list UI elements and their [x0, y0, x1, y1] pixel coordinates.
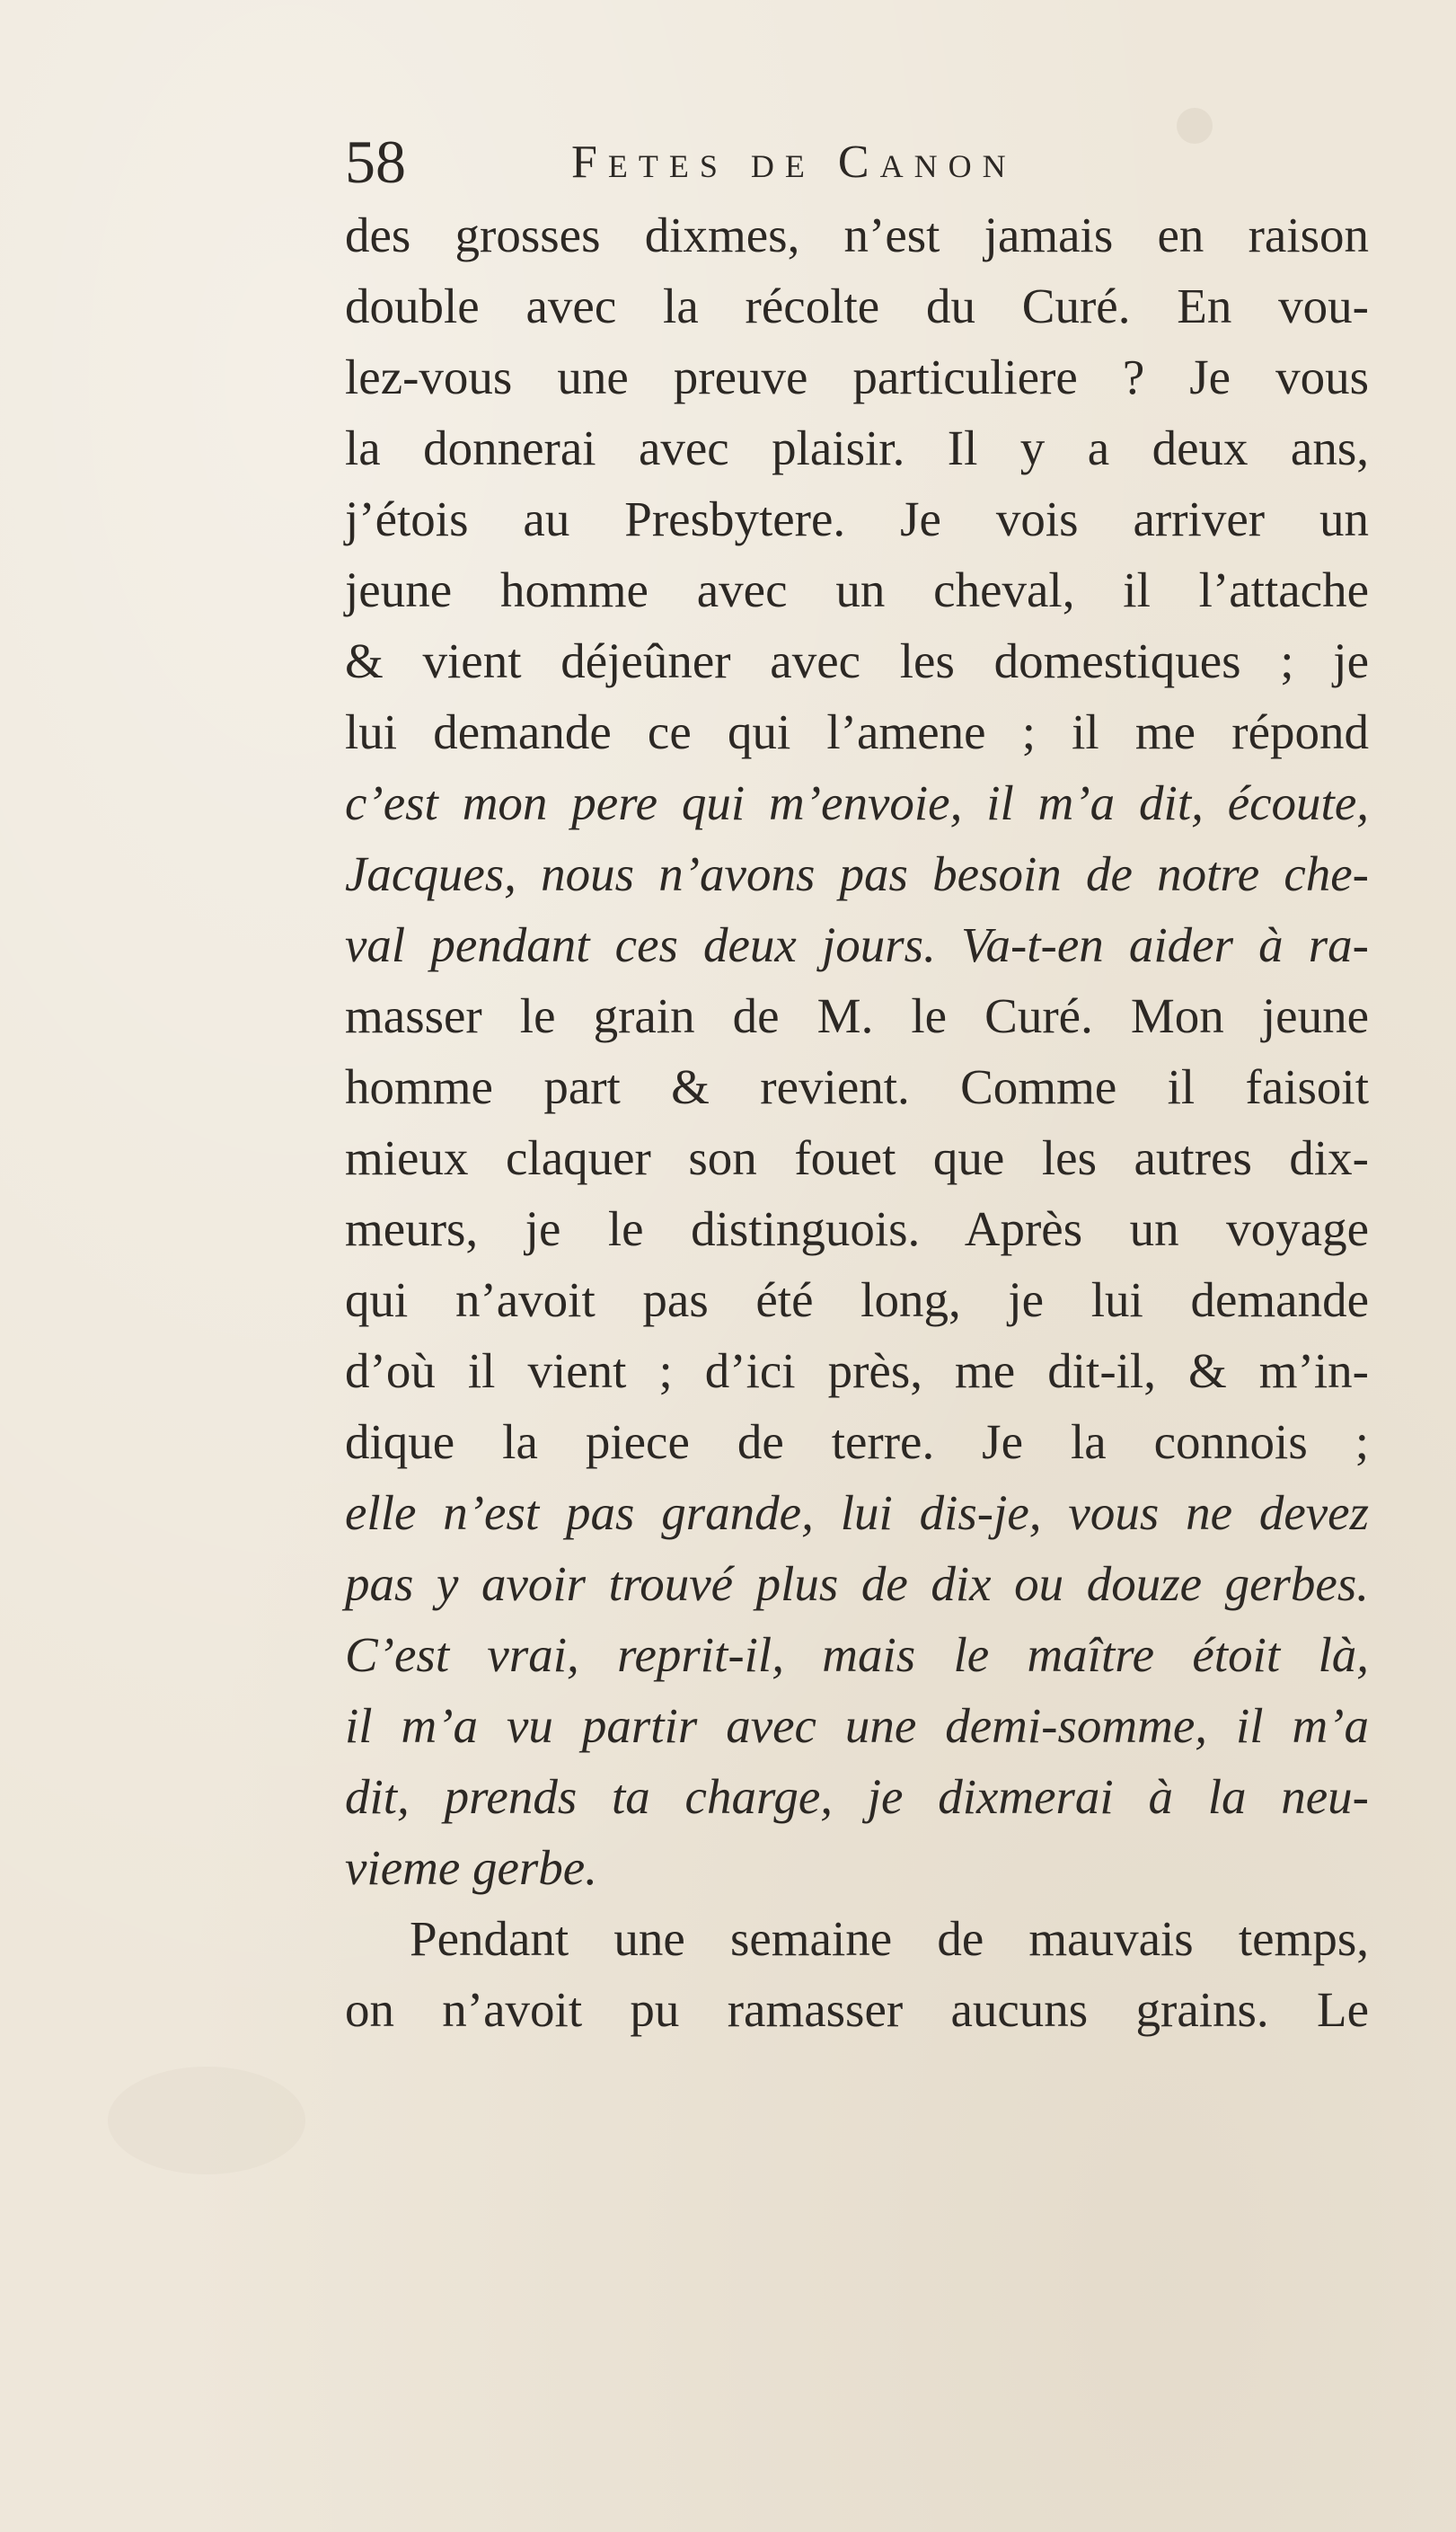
text-line: la donnerai avec plaisir. Il y a deux ans,: [345, 421, 1369, 475]
text-line: lui demande ce qui l’amene ; il me répond: [345, 704, 1369, 759]
text-line: jeune homme avec un cheval, il l’attache: [345, 562, 1369, 617]
text-line: j’étois au Presbytere. Je vois arriver un: [345, 491, 1369, 546]
page-header: [345, 126, 1171, 198]
text-line: & vient déjeûner avec les domestiques ; je: [345, 633, 1369, 688]
running-head: Fetes de Canon: [571, 137, 1017, 188]
text-line: val pendant ces deux jours. Va-t-en aider à ra-: [345, 917, 1369, 972]
text-line: homme part & revient. Comme il faisoit: [345, 1059, 1369, 1114]
text-line: il m’a vu partir avec une demi-somme, il m’a: [345, 1698, 1369, 1753]
text-line: meurs, je le distinguois. Après un voyage: [345, 1201, 1369, 1256]
text-line: dique la piece de terre. Je la connois ;: [345, 1414, 1369, 1469]
text-line: pas y avoir trouvé plus de dix ou douze gerbes.: [345, 1556, 1369, 1611]
text-line: mieux claquer son fouet que les autres dix-: [345, 1130, 1369, 1185]
text-line: elle n’est pas grande, lui dis-je, vous ne devez: [345, 1485, 1369, 1540]
paper-stain: [108, 2067, 305, 2174]
text-line: on n’avoit pu ramasser aucuns grains. Le: [345, 1982, 1369, 2037]
text-line: d’où il vient ; d’ici près, me dit-il, & m’in-: [345, 1343, 1369, 1398]
text-line: Jacques, nous n’avons pas besoin de notre che-: [345, 846, 1369, 901]
text-line: des grosses dixmes, n’est jamais en raison: [345, 208, 1369, 262]
text-line: c’est mon pere qui m’envoie, il m’a dit, écoute,: [345, 775, 1369, 830]
text-line: dit, prends ta charge, je dixmerai à la neu-: [345, 1769, 1369, 1824]
page-number: 58: [345, 128, 406, 196]
text-line: qui n’avoit pas été long, je lui demande: [345, 1272, 1369, 1327]
text-line: double avec la récolte du Curé. En vou-: [345, 279, 1369, 333]
text-line: masser le grain de M. le Curé. Mon jeune: [345, 988, 1369, 1043]
text-line: lez-vous une preuve particuliere ? Je vous: [345, 350, 1369, 404]
text-line: Pendant une semaine de mauvais temps,: [410, 1911, 1369, 1966]
text-line: C’est vrai, reprit-il, mais le maître étoit là,: [345, 1627, 1369, 1682]
body-text: [345, 199, 1369, 2045]
paper-stain: [1177, 108, 1213, 144]
text-line: vieme gerbe.: [345, 1840, 597, 1895]
